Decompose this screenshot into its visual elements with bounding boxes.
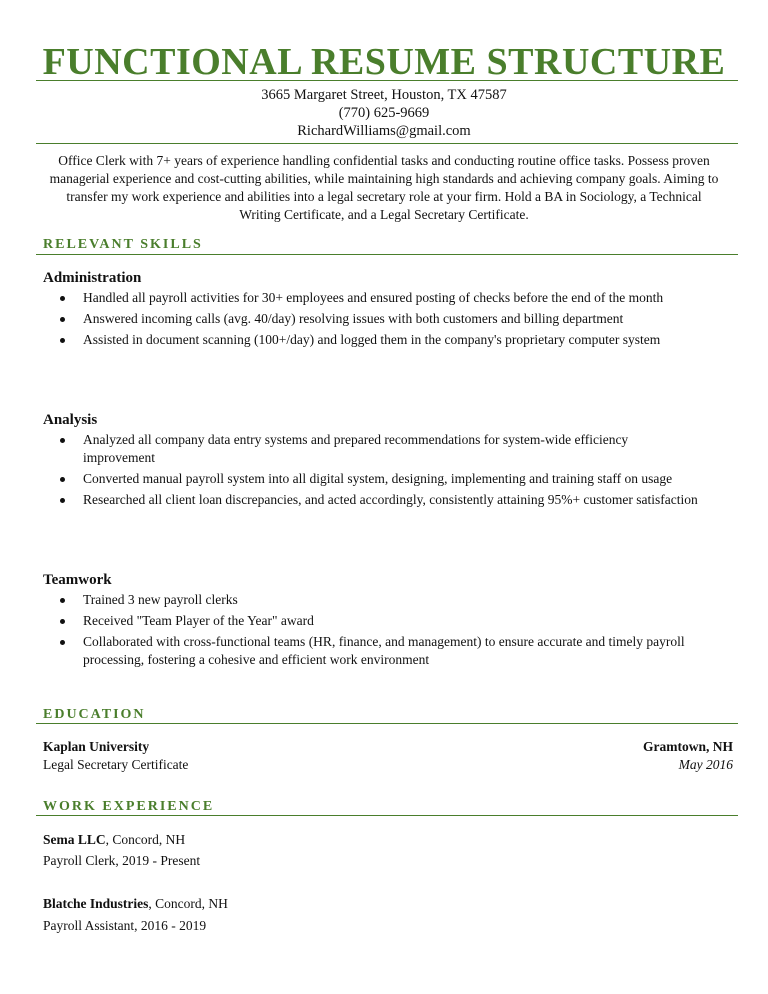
skill-group-teamwork: [43, 570, 703, 672]
bullet-icon: [60, 438, 65, 443]
job-role-row: [43, 917, 733, 935]
skill-bullet: [43, 310, 703, 328]
bullet-icon: [60, 498, 65, 503]
skill-bullet: [43, 612, 703, 630]
skill-bullet: [43, 491, 703, 509]
skills-heading: RELEVANT SKILLS: [43, 237, 203, 252]
education-degree: Legal Secretary Certificate: [43, 757, 189, 772]
skill-bullet-text: Analyzed all company data entry systems and prepared recommendations for system-wide efficiency improvement: [83, 432, 629, 465]
skill-bullet: [43, 470, 703, 488]
skill-group-analysis: [43, 410, 703, 512]
skill-bullet: [43, 289, 703, 307]
job-company-row: [43, 895, 733, 913]
skill-bullet-list: [43, 431, 703, 509]
job-role-row: [43, 852, 733, 870]
contact-address: 3665 Margaret Street, Houston, TX 47587: [261, 87, 507, 103]
skill-bullet-text: Researched all client loan discrepancies, and acted accordingly, consistently attaining 95%+ customer satisfaction: [83, 492, 698, 507]
skill-bullet-text: Collaborated with cross-functional teams (HR, finance, and management) to ensure accurate and timely payroll processing, fostering a cohesive and efficient work environment: [83, 634, 685, 667]
skill-bullet-text: Received "Team Player of the Year" award: [83, 613, 314, 628]
education-degree-row: [43, 756, 733, 774]
job-location: , Concord, NH: [105, 832, 186, 847]
skill-bullet: [43, 431, 703, 467]
job-company: Sema LLC: [43, 832, 106, 847]
skill-bullet: [43, 591, 703, 609]
bullet-icon: [60, 598, 65, 603]
education-location: Gramtown, NH: [643, 739, 733, 754]
education-heading: EDUCATION: [43, 707, 146, 722]
skills-divider: [36, 254, 738, 255]
education-school: Kaplan University: [43, 739, 150, 754]
work-heading: WORK EXPERIENCE: [43, 799, 215, 814]
bullet-icon: [60, 477, 65, 482]
job-company-row: [43, 831, 733, 849]
skill-bullet-text: Answered incoming calls (avg. 40/day) resolving issues with both customers and billing department: [83, 311, 624, 326]
skill-bullet-text: Converted manual payroll system into all digital system, designing, implementing and training staff on usage: [83, 471, 673, 486]
skill-bullet: [43, 633, 703, 669]
skill-bullet-list: [43, 591, 703, 669]
skill-bullet: [43, 331, 703, 349]
education-date: May 2016: [678, 757, 733, 772]
skill-bullet-text: Handled all payroll activities for 30+ employees and ensured posting of checks before the end of the month: [83, 290, 664, 305]
contact-phone: (770) 625-9669: [338, 105, 430, 121]
job-company: Blatche Industries: [43, 896, 149, 911]
education-school-row: [43, 738, 733, 756]
skill-bullet-text: Trained 3 new payroll clerks: [83, 592, 238, 607]
professional-summary: Office Clerk with 7+ years of experience handling confidential tasks and conducting routine office tasks. Possess proven managerial experience and cost-cutting abilities, while maintaining high standards and achieving company goals. Aiming to transfer my work experience and abilities into a legal secretary role at your firm. Hold a BA in Sociology, a Technical Writing Certificate, and a Legal Secretary Certificate.: [49, 153, 719, 222]
job-role: Payroll Clerk, 2019 - Present: [43, 853, 201, 868]
contact-email: RichardWilliams@gmail.com: [297, 123, 471, 139]
resume-title: FUNCTIONAL RESUME STRUCTURE: [42, 41, 726, 83]
bullet-icon: [60, 619, 65, 624]
skill-bullet-text: Assisted in document scanning (100+/day) and logged them in the company's proprietary computer system: [83, 332, 661, 347]
skill-group-name: Administration: [43, 270, 142, 286]
education-divider: [36, 723, 738, 724]
bullet-icon: [60, 317, 65, 322]
bullet-icon: [60, 640, 65, 645]
bullet-icon: [60, 296, 65, 301]
bullet-icon: [60, 338, 65, 343]
skill-group-name: Analysis: [43, 412, 98, 428]
contact-divider: [36, 143, 738, 144]
title-divider: [36, 80, 738, 81]
skill-bullet-list: [43, 289, 703, 349]
job-role: Payroll Assistant, 2016 - 2019: [43, 918, 207, 933]
skill-group-administration: [43, 268, 703, 352]
skill-group-name: Teamwork: [43, 572, 112, 588]
work-divider: [36, 815, 738, 816]
job-location: , Concord, NH: [148, 896, 228, 911]
